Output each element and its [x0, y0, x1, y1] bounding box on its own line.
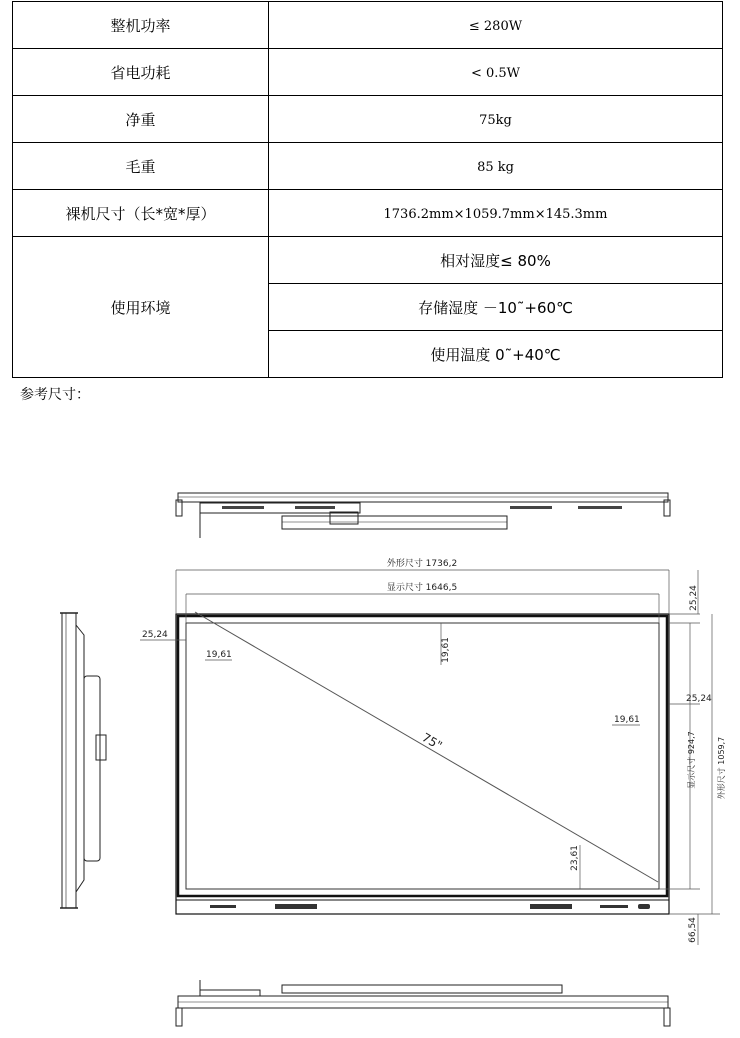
top-inner-label: 19,61	[441, 637, 451, 663]
bottom-view	[176, 980, 670, 1026]
top-view-body	[178, 493, 668, 502]
spec-value-text: 75kg	[479, 113, 512, 128]
bottom-view-mount	[282, 985, 562, 993]
front-screen	[186, 623, 659, 889]
front-view	[176, 612, 669, 914]
spec-value-text: 85 kg	[477, 160, 514, 175]
top-bezel-label: 25,24	[689, 585, 699, 611]
bottom-view-left-foot	[176, 1008, 182, 1026]
right-bezel-outer-label: 25,24	[686, 694, 712, 704]
diagonal-line	[195, 612, 658, 882]
top-view-mount	[282, 516, 507, 529]
side-view-mount	[84, 676, 100, 861]
top-view	[176, 493, 670, 538]
left-bezel-outer-label: 25,24	[142, 630, 168, 640]
side-view-back	[76, 625, 84, 892]
bottom-view-right-foot	[664, 1008, 670, 1026]
display-height-label: 显示尺寸 924,7	[687, 731, 696, 789]
environment-value-operating: 使用温度 0˜+40℃	[269, 331, 723, 378]
reference-dimensions-label: 参考尺寸：	[20, 387, 90, 403]
environment-value-humidity: 相对湿度≤ 80%	[269, 237, 723, 284]
spec-value-text: 1736.2mm×1059.7mm×145.3mm	[383, 207, 608, 222]
outer-width-label: 外形尺寸 1736,2	[386, 559, 458, 569]
spec-label: 毛重	[13, 143, 269, 190]
spec-label: 裸机尺寸（长*宽*厚）	[13, 190, 269, 237]
front-bezel	[178, 616, 667, 896]
side-view-body	[62, 613, 76, 908]
left-bezel-inner-label: 19,61	[206, 650, 232, 660]
outer-height-label: 外形尺寸 1059,7	[717, 736, 726, 800]
spec-label: 省电功耗	[13, 49, 269, 96]
bottom-bezel-label: 66,54	[688, 917, 698, 943]
bottom-inner-label: 23,61	[570, 845, 580, 871]
diagonal-label: 75"	[419, 730, 445, 753]
bottom-view-bracket	[200, 990, 260, 996]
spec-label: 净重	[13, 96, 269, 143]
side-view-clamp	[96, 735, 106, 760]
right-bezel-inner-label: 19,61	[614, 715, 640, 725]
display-width-label: 显示尺寸 1646,5	[386, 583, 458, 593]
front-outer-frame	[176, 614, 669, 914]
front-control-strip	[210, 904, 650, 909]
side-view	[60, 613, 106, 908]
spec-label: 整机功率	[13, 2, 269, 49]
spec-value-text: < 0.5W	[470, 66, 521, 81]
environment-label: 使用环境	[13, 237, 269, 378]
environment-value-storage: 存储湿度 －10˜+60℃	[269, 284, 723, 331]
spec-value-text: ≤ 280W	[468, 19, 523, 34]
